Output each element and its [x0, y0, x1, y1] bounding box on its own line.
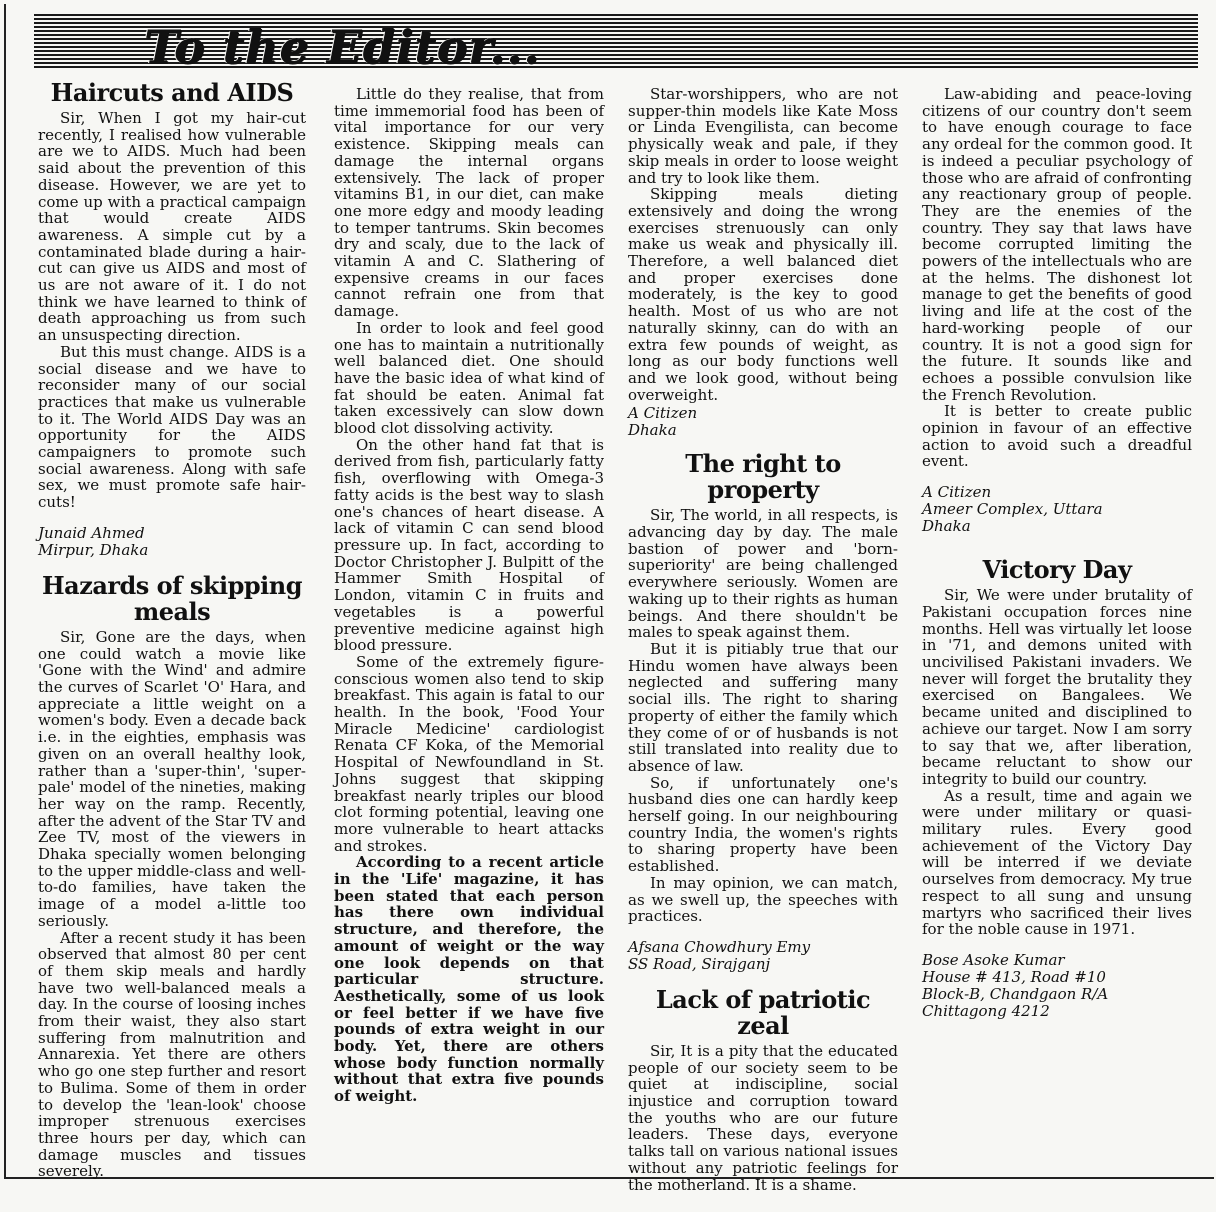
letter-heading: Lack of patriotic zeal	[655, 984, 871, 1040]
letter-paragraph: But it is pitiably true that our Hindu women have always been neglected and suffering many social ills. The right to sharing property of either the family which they come of or of husbands is not still translated into reality due to absence of law.	[628, 639, 898, 775]
letter-paragraph: After a recent study it has been observed that almost 80 per cent of them skip meals and hardly have two well-balanced meals a day. In the course of loosing inches from their waist, they also start suffering from malnutrition and Annarexia. Yet there are others who go one step further and resort to Bulima. Some of them in order to develop the 'lean-look' choose improper strenuous exercises three hours per day, which can damage muscles and tissues severely.	[38, 928, 306, 1181]
signature-place: Dhaka	[628, 421, 677, 440]
signature-address: Chittagong 4212	[922, 1001, 1050, 1020]
column-2	[334, 86, 604, 1105]
column-1	[38, 80, 306, 1180]
column-3	[628, 86, 898, 1193]
letter-heading: Hazards of skipping meals	[41, 570, 303, 626]
letter-paragraph: Sir, When I got my hair-cut recently, I realised how vulnerable are we to AIDS. Much had been said about the prevention of this disease. However, we are yet to come up with a practical campaign that would create AIDS awareness. A simple cut by a contaminated blade during a hair-cut can give us AIDS and most of us are not aware of it. I do not think we have learned to think of death approaching us from such an unsuspecting direction.	[38, 109, 306, 345]
letter-heading: Victory Day	[982, 555, 1132, 585]
letter-paragraph: Little do they realise, that from time immemorial food has been of vital importance for our very existence. Skipping meals can damage the internal organs extensively. The lack of proper vitamins B1, in our diet, can make one more edgy and moody leading to temper tantrums. Skin becomes dry and scaly, due to the lack of vitamin A and C. Slathering of expensive creams in our faces cannot refrain one from that damage.	[334, 85, 604, 321]
letter-heading: Haircuts and AIDS	[50, 78, 294, 107]
column-4	[922, 86, 1192, 1020]
signature-name: Bose Asoke Kumar	[922, 950, 1065, 969]
letter-paragraph: But this must change. AIDS is a social disease and we have to reconsider many of our social practices that make us vulnerable to it. The World AIDS Day was an opportunity for the AIDS campaigners to promote such social awareness. Along with safe sex, we must promote safe hair-cuts!	[38, 342, 306, 512]
letter-signature	[922, 952, 1192, 1020]
letter-signature	[922, 484, 1192, 535]
letter-heading: The right to property	[685, 449, 841, 505]
letter-paragraph: Law-abiding and peace-loving citizens of our country don't seem to have enough courage to face any ordeal for the common good. It is indeed a peculiar psychology of those who are afraid of confronting any reactionary group of people. They are the enemies of the country. They say that laws have become corrupted limiting the powers of the intellectuals who are at the helms. The dishonest lot manage to get the benefits of good living and life at the cost of the hard-working people of our country. It is not a good sign for the future. It sounds like and echoes a possible convulsion like the French Revolution.	[922, 85, 1192, 404]
letter-paragraph: Star-worshippers, who are not supper-thin models like Kate Moss or Linda Evengilista, can become physically weak and pale, if they skip meals in order to loose weight and try to look like them.	[628, 85, 898, 187]
letter-paragraph: It is better to create public opinion in favour of an effective action to avoid such a dreadful event.	[922, 402, 1192, 471]
signature-place: SS Road, Sirajganj	[628, 954, 771, 973]
signature-name: Junaid Ahmed	[38, 523, 145, 542]
letter-signature	[38, 525, 306, 559]
letter-paragraph: In order to look and feel good one has to maintain a nutritionally well balanced diet. One should have the basic idea of what kind of fat should be eaten. Animal fat taken excessively can slow down blood clot dissolving activity.	[334, 318, 604, 438]
letter-paragraph: Sir, The world, in all respects, is advancing day by day. The male bastion of power and 'born-superiority' are being challenged everywhere seriously. Women are waking up to their rights as human beings. And there shouldn't be males to speak against them.	[628, 506, 898, 642]
signature-city: Dhaka	[922, 517, 971, 536]
signature-place: Ameer Complex, Uttara	[922, 500, 1103, 519]
signature-name: Afsana Chowdhury Emy	[628, 937, 811, 956]
letter-paragraph: Sir, Gone are the days, when one could watch a movie like 'Gone with the Wind' and admire the curves of Scarlet 'O' Hara, and appreciate a little weight on a women's body. Even a decade back i.e. in the eighties, emphasis was given on an overall healthy look, rather than a 'super-thin', 'super-pale' model of the nineties, making her way on the ramp. Recently, after the advent of the Star TV and Zee TV, most of the viewers in Dhaka specially women belonging to the upper middle-class and well-to-do families, have taken the image of a model a-little too seriously.	[38, 627, 306, 930]
signature-place: Mirpur, Dhaka	[38, 540, 149, 559]
letter-paragraph: So, if unfortunately one's husband dies one can hardly keep herself going. In our neighbouring country India, the women's rights to sharing property have been established.	[628, 773, 898, 876]
letter-signature	[628, 939, 898, 973]
letter-paragraph: On the other hand fat that is derived from fish, particularly fatty fish, overflowing with Omega-3 fatty acids is the best way to slash one's chances of heart disease. A lack of vitamin C can send blood pressure up. In fact, according to Doctor Christopher J. Bulpitt of the Hammer Smith Hospital of London, vitamin C in fruits and vegetables is a powerful preventive medicine against high blood pressure.	[334, 435, 604, 655]
letter-paragraph: As a result, time and again we were under military or quasi-military rules. Every good achievement of the Victory Day will be interred if we deviate ourselves from democracy. My true respect to all sung and unsung martyrs who sacrificed their lives for the noble cause in 1971.	[922, 786, 1192, 939]
section-title: To the Editor...	[144, 20, 541, 74]
signature-address: Block-B, Chandgaon R/A	[922, 984, 1109, 1003]
signature-address: House # 413, Road #10	[922, 967, 1106, 986]
section-banner	[34, 14, 1198, 74]
letter-paragraph: Skipping meals dieting extensively and doing the wrong exercises strenuously can only make us weak and physically ill. Therefore, a well balanced diet and proper exercises done moderately, is the key to good health. Most of us who are not naturally skinny, can do with an extra few pounds of weight, as long as our body functions well and we look good, without being overweight.	[628, 185, 898, 404]
letter-paragraph: Sir, We were under brutality of Pakistani occupation forces nine months. Hell was virtually let loose in '71, and demons united with uncivilised Pakistani invaders. We never will forget the brutality they exercised on Bangalees. We became united and disciplined to achieve our target. Now I am sorry to say that we, after liberation, became reluctant to show our integrity to build our country.	[922, 586, 1192, 788]
letter-paragraph: Some of the extremely figure-conscious women also tend to skip breakfast. This again is fatal to our health. In the book, 'Food Your Miracle Medicine' cardiologist Renata CF Koka, of the Memorial Hospital of Newfoundland in St. Johns suggest that skipping breakfast nearly triples our blood clot forming potential, leaving one more vulnerable to heart attacks and strokes.	[334, 652, 604, 855]
letter-paragraph: According to a recent article in the 'Life' magazine, it has been stated that each person has there own individual structure, and therefore, the amount of weight or the way one look depends on that particular structure. Aesthetically, some of us look or feel better if we have five pounds of extra weight in our body. Yet, there are others whose body function normally without that extra five pounds of weight.	[334, 853, 604, 1106]
letter-paragraph: Sir, It is a pity that the educated people of our society seem to be quiet at indiscipline, social injustice and corruption toward the youths who are our future leaders. These days, everyone talks tall on various national issues without any patriotic feelings for the motherland. It is a shame.	[628, 1041, 898, 1194]
letter-paragraph: In may opinion, we can match, as we swell up, the speeches with practices.	[628, 873, 898, 926]
signature-name: A Citizen	[628, 404, 698, 423]
signature-name: A Citizen	[922, 483, 992, 502]
letter-signature	[628, 405, 898, 439]
